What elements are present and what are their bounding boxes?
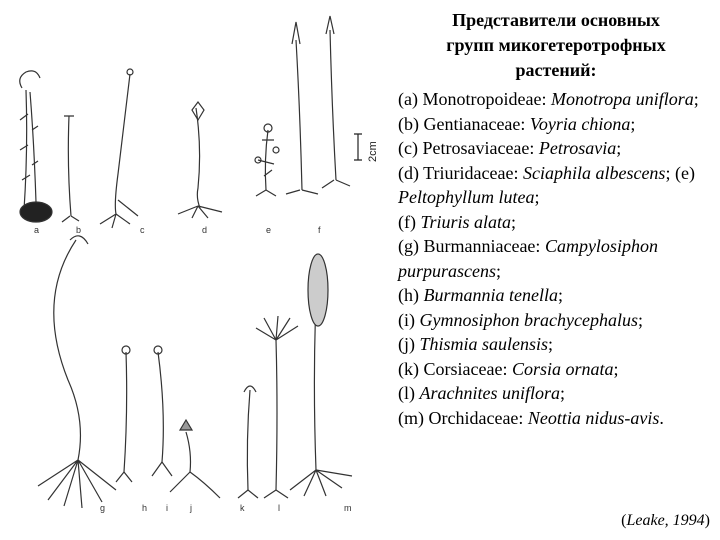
figure-top-labels bbox=[34, 225, 321, 235]
figure-label-b: b bbox=[76, 225, 82, 235]
figure-label-j: j bbox=[190, 503, 192, 513]
species-item-b: (b) Gentianaceae: Voyria chiona; bbox=[398, 113, 636, 134]
species-item-f: (f) Triuris alata; bbox=[398, 211, 517, 232]
caption-title-line: групп микогетеротрофных bbox=[446, 35, 666, 55]
figure-label-i: i bbox=[166, 503, 168, 513]
plant-d-drawing bbox=[178, 102, 222, 218]
species-item-d-e: (d) Triuridaceae: Sciaphila albescens; (e) Peltophyllum lutea; bbox=[398, 162, 695, 207]
plant-k-drawing bbox=[238, 386, 258, 498]
species-item-g: (g) Burmanniaceae: Campylosiphon purpurascens; bbox=[398, 236, 658, 281]
figure-label-c: c bbox=[140, 225, 145, 235]
figure-bottom-labels bbox=[100, 503, 352, 513]
plant-b-drawing bbox=[62, 116, 79, 222]
figure-label-h: h bbox=[142, 503, 148, 513]
plant-i-drawing bbox=[152, 346, 172, 476]
figure-label-f: f bbox=[318, 225, 321, 235]
plant-c-drawing bbox=[100, 69, 138, 228]
species-item-j: (j) Thismia saulensis; bbox=[398, 334, 554, 354]
figure-label-m: m bbox=[344, 503, 352, 513]
scale-bar-label: 2cm bbox=[367, 141, 379, 162]
species-item-h: (h) Burmannia tenella; bbox=[398, 285, 563, 305]
citation: (Leake, 1994) bbox=[621, 512, 710, 529]
plant-f-drawing bbox=[286, 16, 350, 194]
caption-title-line: Представители основных bbox=[452, 10, 660, 30]
plant-j-drawing bbox=[170, 420, 220, 498]
figure-label-k: k bbox=[240, 503, 245, 513]
caption-panel bbox=[392, 0, 720, 540]
figure-label-d: d bbox=[202, 225, 208, 235]
species-item-a: (a) Monotropoideae: Monotropa uniflora; bbox=[398, 89, 699, 109]
species-item-l: (l) Arachnites uniflora; bbox=[398, 383, 566, 403]
figure-label-g: g bbox=[100, 503, 106, 513]
plant-g-drawing bbox=[38, 236, 116, 508]
figure-label-e: e bbox=[266, 225, 272, 235]
plant-l-drawing bbox=[256, 316, 298, 498]
plant-a-drawing bbox=[20, 71, 52, 222]
figure-label-l: l bbox=[278, 503, 280, 513]
plant-m-drawing bbox=[290, 254, 352, 496]
species-item-i: (i) Gymnosiphon brachycephalus; bbox=[398, 309, 643, 330]
species-item-c: (c) Petrosaviaceae: Petrosavia; bbox=[398, 138, 622, 158]
species-list bbox=[398, 87, 714, 430]
caption-title-line: растений: bbox=[515, 60, 597, 80]
caption-title bbox=[392, 8, 720, 83]
plant-e-drawing bbox=[255, 124, 279, 196]
species-item-k: (k) Corsiaceae: Corsia ornata; bbox=[398, 358, 619, 379]
species-item-m: (m) Orchidaceae: Neottia nidus-avis. bbox=[398, 407, 664, 428]
plant-h-drawing bbox=[116, 346, 132, 482]
figure-label-a: a bbox=[34, 225, 40, 235]
